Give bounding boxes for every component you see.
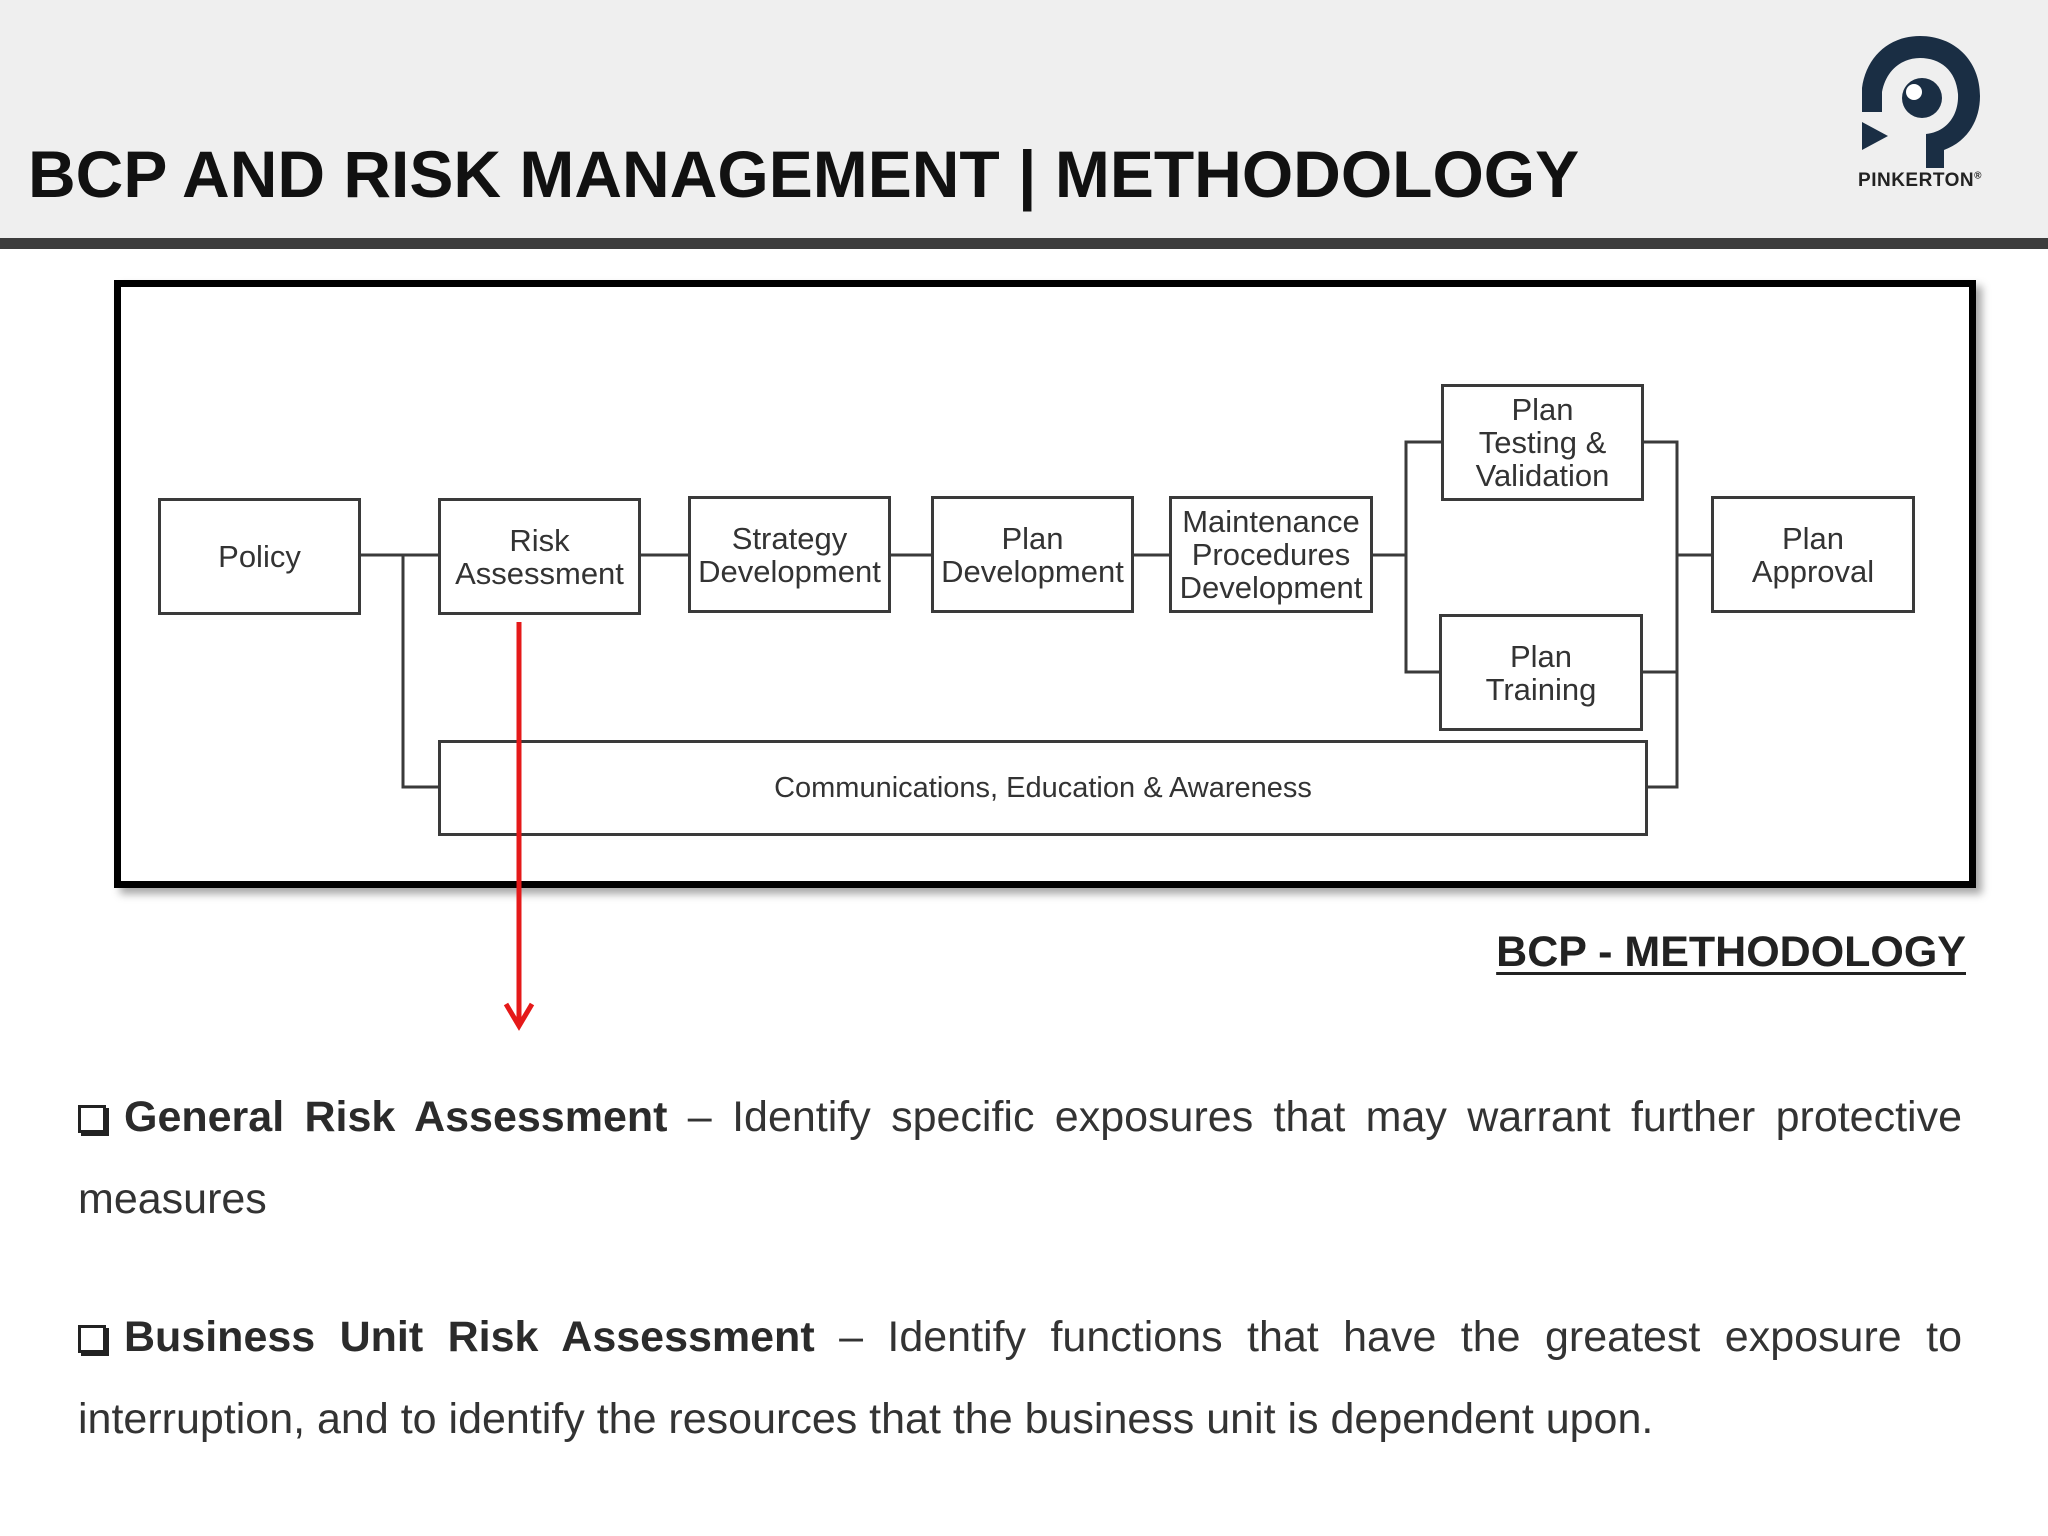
node-communications-label: Communications, Education & Awareness: [774, 771, 1312, 804]
node-plan-development-label: Plan Development: [941, 520, 1124, 589]
node-strategy-development: [688, 496, 891, 613]
node-plan-approval-label: Plan Approval: [1751, 520, 1875, 589]
node-plan-testing: [1441, 384, 1644, 501]
node-policy: [158, 498, 361, 615]
checkbox-bullet-icon: [78, 1325, 106, 1353]
logo-name: PINKERTON: [1858, 170, 1975, 191]
bullet-separator: –: [814, 1313, 888, 1361]
bullet-general-risk: [78, 1076, 1962, 1240]
bullet-text: Identify specific exposures that may warrant further protective measures: [78, 1093, 1963, 1223]
checkbox-bullet-icon: [78, 1105, 106, 1133]
node-plan-training-label: Plan Training: [1485, 638, 1597, 707]
node-risk-assessment: [438, 498, 641, 615]
pinkerton-logo: [1840, 32, 2000, 202]
node-communications: [438, 740, 1648, 836]
pinkerton-eye-icon: [1858, 36, 1982, 168]
node-strategy-development-label: Strategy Development: [698, 520, 881, 589]
bullet-business-unit-risk: [78, 1296, 1962, 1460]
bullet-text: Identify functions that have the greatest exposure to interruption, and to identify the resources that the business unit is dependent upon.: [78, 1313, 1962, 1443]
header-divider: [0, 238, 2048, 249]
methodology-diagram: [114, 280, 1976, 888]
node-plan-testing-label: Plan Testing & Validation: [1475, 392, 1610, 493]
node-maintenance-procedures: [1169, 496, 1373, 613]
bullet-term: Business Unit Risk Assessment: [124, 1313, 815, 1361]
logo-registered-mark: ®: [1974, 170, 1982, 182]
node-plan-training: [1439, 614, 1643, 731]
node-plan-development: [931, 496, 1134, 613]
diagram-caption: BCP - METHODOLOGY: [1496, 928, 1966, 976]
page-title: BCP AND RISK MANAGEMENT | METHODOLOGY: [28, 137, 1580, 211]
bullet-separator: –: [667, 1093, 733, 1141]
logo-wordmark: [1840, 170, 2000, 192]
node-maintenance-procedures-label: Maintenance Procedures Development: [1179, 504, 1363, 605]
node-risk-assessment-label: Risk Assessment: [455, 522, 624, 591]
node-plan-approval: [1711, 496, 1915, 613]
node-policy-label: Policy: [218, 539, 301, 574]
bullet-term: General Risk Assessment: [124, 1093, 668, 1141]
